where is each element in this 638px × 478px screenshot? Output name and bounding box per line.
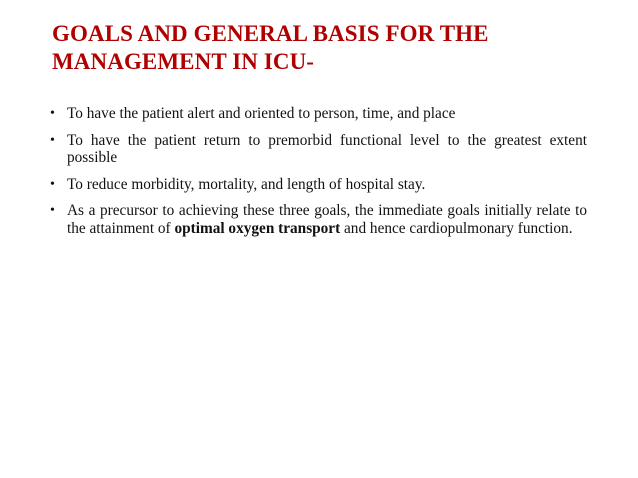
bullet-marker: • [50, 106, 55, 121]
slide-title-line-1: GOALS AND GENERAL BASIS FOR THE [52, 21, 489, 46]
bullet-text [67, 202, 587, 237]
slide-title [52, 20, 612, 76]
bullet-item-3 [50, 176, 587, 194]
bullet-text-before: As a precursor to achieving these three goals, the immediate goals initially relate to the attainment of [67, 202, 587, 237]
bullet-marker: • [50, 132, 55, 148]
bullet-text-after: and hence cardiopulmonary function. [340, 219, 573, 237]
bullet-text: To reduce morbidity, mortality, and length of hospital stay. [67, 175, 426, 193]
bullet-list [50, 105, 587, 246]
slide-title-line-2: MANAGEMENT IN ICU- [52, 49, 315, 74]
bullet-item-2 [50, 132, 587, 167]
bullet-marker: • [50, 176, 55, 192]
bullet-item-4 [50, 202, 587, 237]
bullet-marker: • [50, 203, 55, 218]
bullet-text: To have the patient return to premorbid functional level to the greatest extent possible [67, 131, 587, 166]
bullet-item-1 [50, 105, 587, 123]
bullet-text-bold: optimal oxygen transport [174, 219, 341, 237]
bullet-text: To have the patient alert and oriented to person, time, and place [67, 105, 456, 122]
